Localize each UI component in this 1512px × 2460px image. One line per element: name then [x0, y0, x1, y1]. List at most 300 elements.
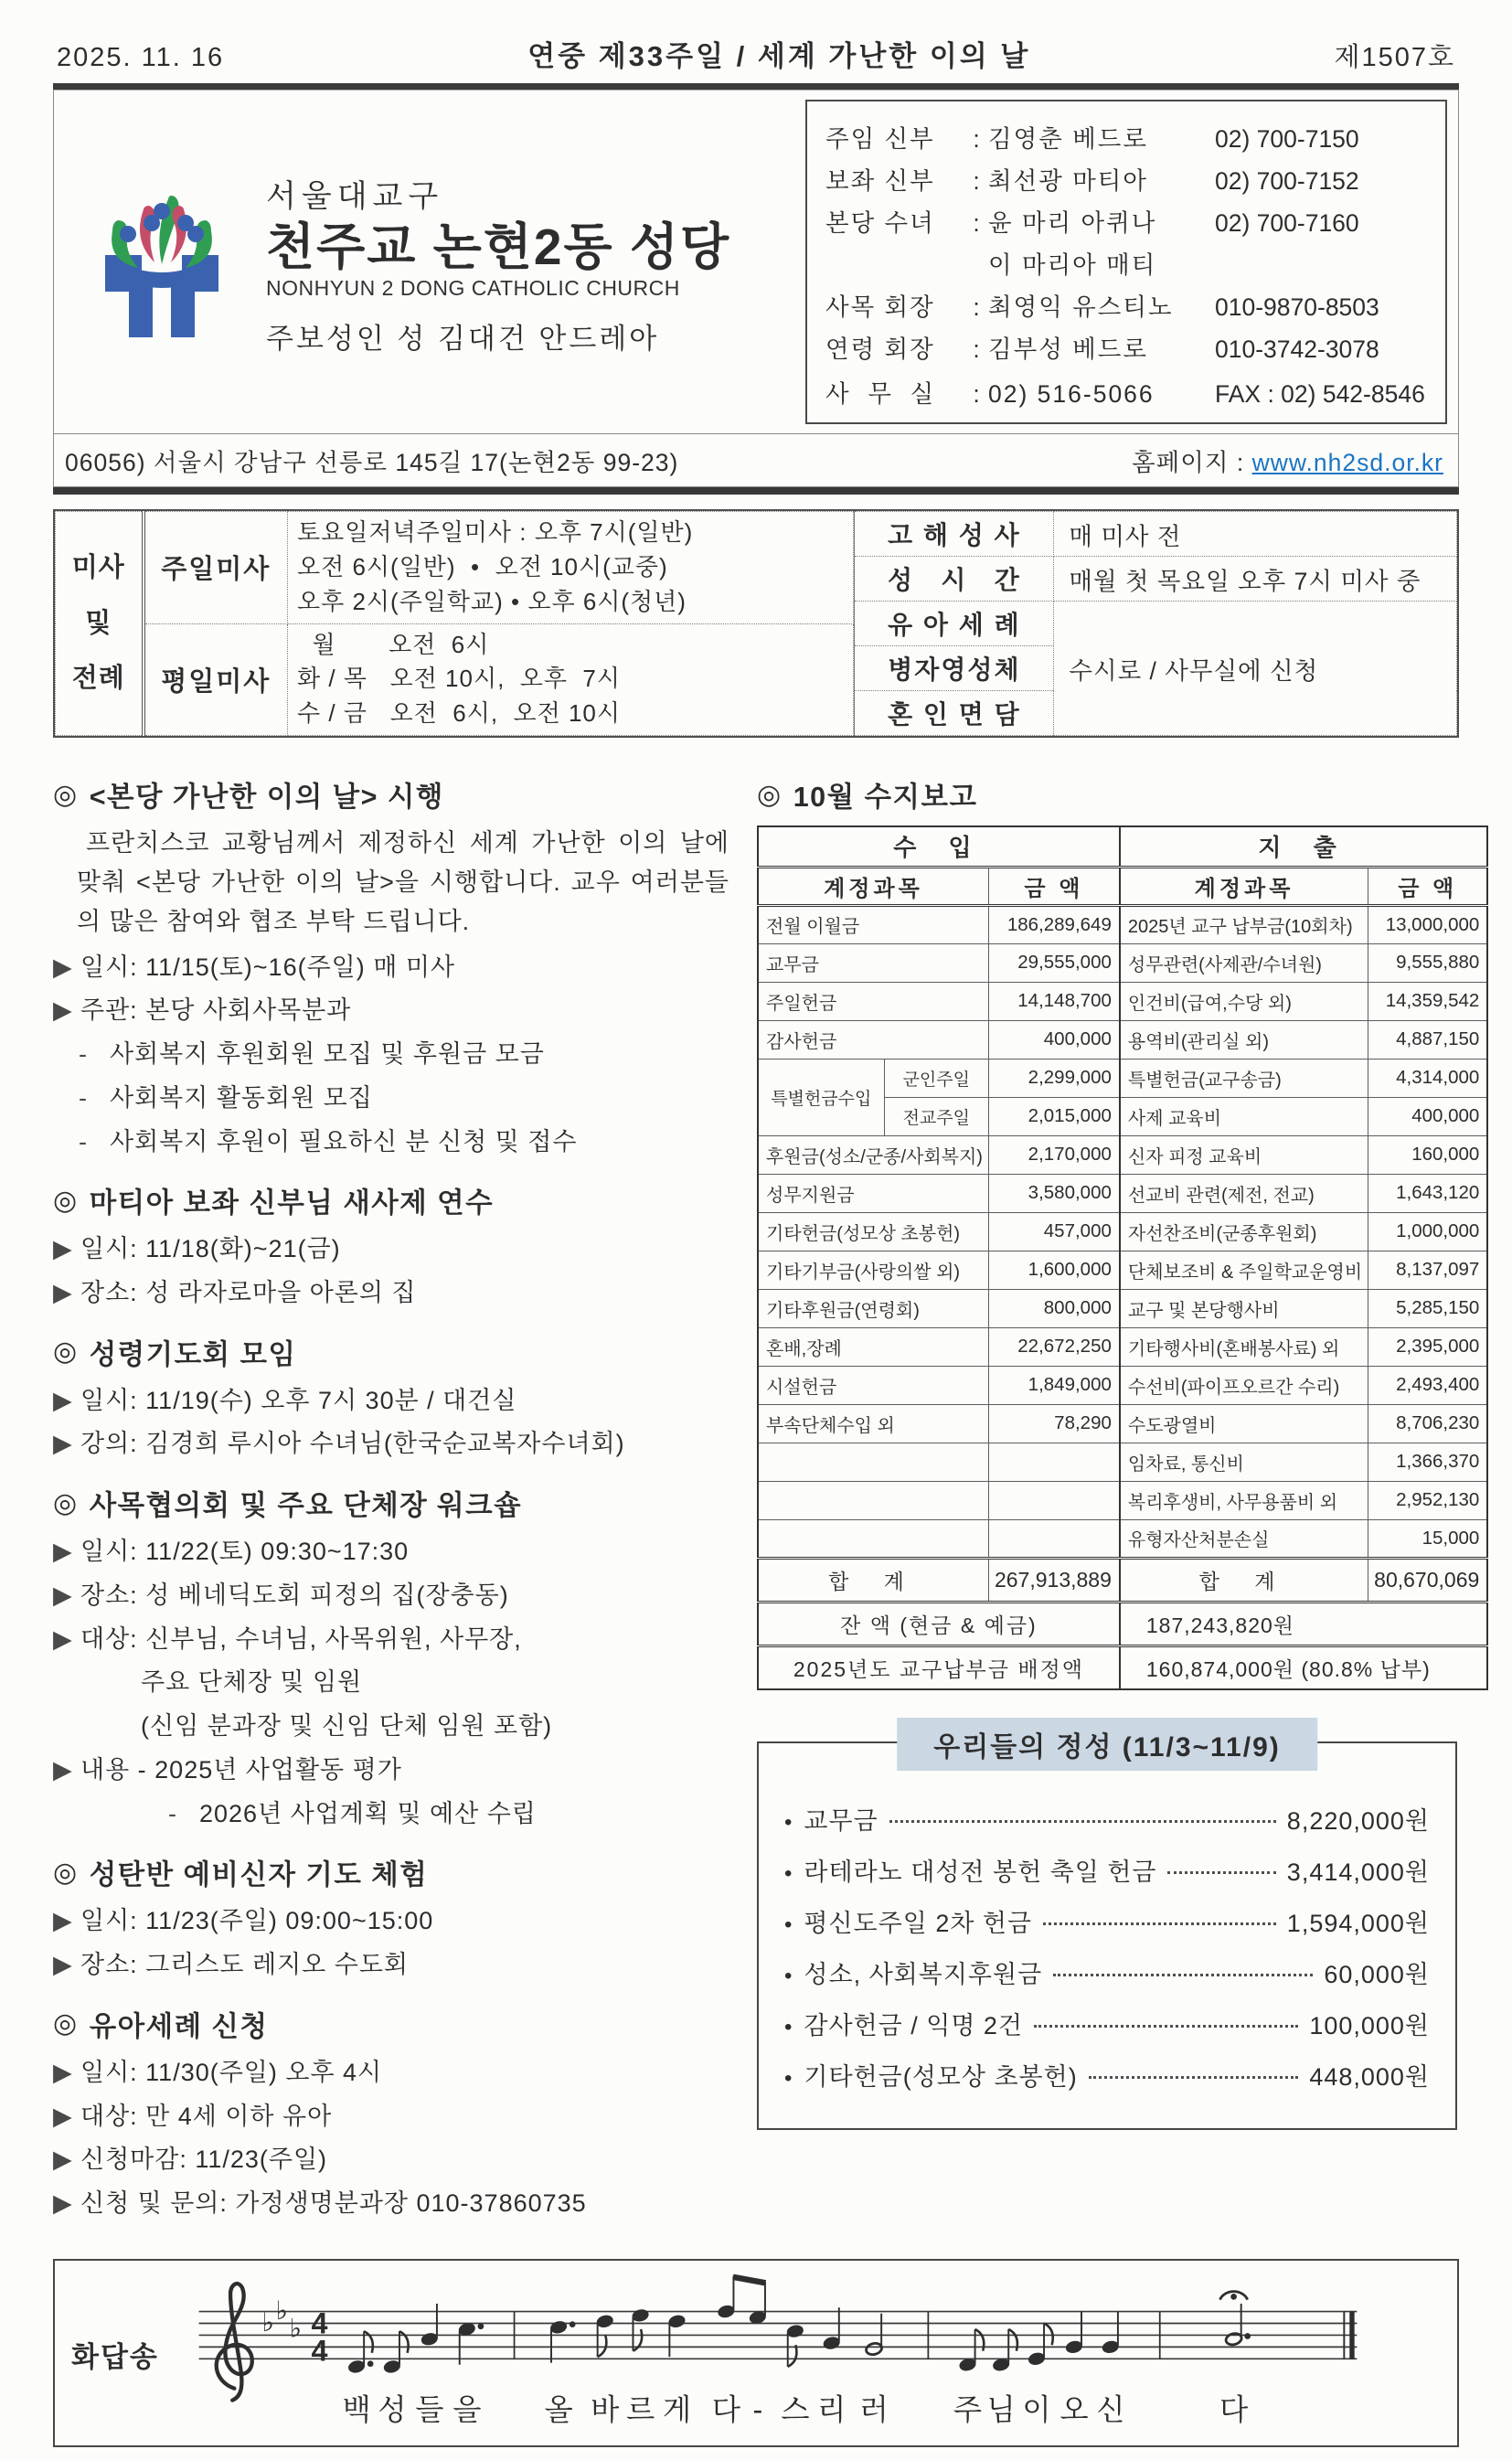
contact-name: 김영춘 베드로: [988, 125, 1148, 153]
finance-row: [758, 1366, 1487, 1404]
offering-amount: 3,414,000원: [1286, 1858, 1430, 1886]
office-label: 사 무 실: [825, 380, 936, 408]
announcement-item-text: 사회복지 활동회원 모집: [110, 1083, 373, 1112]
svg-text:성: 성: [378, 2392, 407, 2426]
offering-item: [784, 2057, 1430, 2093]
patron-saint: 주보성인 성 김대건 안드레아: [266, 323, 660, 356]
announcement-item: [53, 1381, 729, 1422]
contact-row: 사목 회장 : 최영익 유스티노 010-9870-8503: [825, 287, 1427, 323]
announcement-title-text: <본당 가난한 이의 날> 시행: [89, 782, 444, 813]
income-amount: 457,000: [988, 1212, 1119, 1251]
section-bullet-icon: ◎: [53, 1487, 79, 1518]
announcement-title: [53, 774, 729, 815]
income-label: 기타후원금(연령회): [758, 1289, 988, 1327]
offering-label: 평신도주일 2차 헌금: [804, 1910, 1033, 1937]
announcement-item-text: 일시: 11/15(토)~16(주일) 매 미사: [80, 953, 455, 981]
income-amount: 3,580,000: [988, 1174, 1119, 1212]
announcement-item: [53, 1576, 729, 1616]
offering-amount: 1,594,000원: [1286, 1910, 1430, 1937]
contact-role: 본당 수녀: [825, 209, 935, 237]
announcement-item: [53, 2053, 729, 2093]
contact-box: [805, 100, 1447, 424]
announcement-item: [79, 1035, 729, 1075]
svg-text:리: 리: [817, 2392, 847, 2426]
expense-amount: 15,000: [1368, 1519, 1488, 1558]
announcement-item: [53, 1273, 729, 1314]
announcement-item-text: 신청 및 문의: 가정생명분과장 010-37860735: [80, 2188, 587, 2217]
announcement-title-text: 성령기도회 모임: [89, 1338, 297, 1370]
expense-amount: 9,555,880: [1368, 943, 1488, 982]
income-amount: 29,555,000: [988, 943, 1119, 982]
offering-amount: 8,220,000원: [1286, 1807, 1430, 1835]
finance-row: [758, 1289, 1487, 1327]
announcement-title-text: 유아세례 신청: [89, 2010, 269, 2042]
contact-phone: 02) 700-7150: [1215, 125, 1359, 153]
announcement-section: [53, 1180, 729, 1313]
contact-name: 윤 마리 아퀴나: [988, 209, 1157, 237]
income-amount: [988, 1519, 1119, 1558]
expense-amount: 4,314,000: [1368, 1059, 1488, 1097]
contact-row: [825, 245, 1427, 281]
income-amount: 2,170,000: [988, 1135, 1119, 1174]
dotted-leader: [1053, 1974, 1313, 1976]
announcement-item: [53, 2097, 729, 2137]
diocese-name: 서울대교구: [266, 178, 444, 214]
finance-row: [758, 1251, 1487, 1289]
expense-amount: 14,359,542: [1368, 982, 1488, 1020]
expense-amount-header: 금 액: [1368, 867, 1488, 905]
svg-text:다: 다: [1219, 2392, 1249, 2426]
homepage-link[interactable]: www.nh2sd.or.kr: [1251, 449, 1443, 476]
contact-name: 최선광 마티아: [988, 167, 1148, 195]
bullet-icon: •: [784, 2066, 793, 2091]
offering-label: 교무금: [804, 1807, 878, 1835]
announcement-title-text: 성탄반 예비신자 기도 체험: [89, 1859, 429, 1891]
finance-row: [758, 905, 1487, 943]
income-label: 전월 이월금: [758, 905, 988, 943]
finance-row: [758, 1135, 1487, 1174]
income-label: 혼배,장례: [758, 1327, 988, 1366]
holy-hour-label: 성 시 간: [855, 557, 1054, 602]
bullet-icon: •: [784, 1861, 793, 1886]
announcement-item-text: 장소: 그리스도 레지오 수도회: [80, 1951, 409, 1979]
announcement-item-text: 주관: 본당 사회사목분과: [80, 996, 352, 1025]
expense-label: 사제 교육비: [1120, 1097, 1368, 1135]
masthead-rule: [53, 83, 1459, 90]
svg-text:이: 이: [1022, 2392, 1051, 2426]
finance-table: [757, 825, 1488, 1690]
expense-amount: 1,643,120: [1368, 1174, 1488, 1212]
balance-value: 187,243,820원: [1120, 1602, 1487, 1645]
expense-header: 지 출: [1120, 826, 1487, 867]
svg-text:-: -: [752, 2392, 763, 2426]
dotted-leader: [1167, 1871, 1275, 1874]
announcement-paragraph: 프란치스코 교황님께서 제정하신 세계 가난한 이의 날에 맞춰 <본당 가난한 이의 날>을 시행합니다. 교우 여러분들의 많은 참여와 협조 부탁 드립니다.: [77, 829, 729, 936]
contact-row: 주임 신부 : 김영춘 베드로 02) 700-7150: [825, 119, 1427, 154]
expense-label: 복리후생비, 사무용품비 외: [1120, 1481, 1368, 1519]
svg-text:러: 러: [859, 2392, 889, 2426]
section-bullet-icon: ◎: [53, 2008, 79, 2039]
svg-text:스: 스: [781, 2392, 810, 2426]
masthead-issue-number: 제1507호: [1334, 43, 1455, 72]
expense-amount: 13,000,000: [1368, 905, 1488, 943]
masthead: [53, 27, 1459, 83]
dash-marker: -: [79, 1083, 88, 1112]
music-staff: [179, 2268, 1441, 2442]
confession-value: 매 미사 전: [1054, 512, 1457, 557]
expense-amount: 8,706,230: [1368, 1404, 1488, 1443]
finance-row: [758, 1020, 1487, 1059]
announcement-title-text: 마티아 보좌 신부님 새사제 연수: [89, 1187, 495, 1219]
svg-text:오: 오: [1059, 2392, 1089, 2426]
holy-hour-value: 매월 첫 목요일 오후 7시 미사 중: [1054, 557, 1457, 602]
bullet-icon: •: [784, 1964, 793, 1988]
announcement-item-text: 주요 단체장 및 임원: [141, 1668, 363, 1697]
income-amount: 400,000: [988, 1020, 1119, 1059]
arrow-icon: ▶: [53, 2188, 73, 2217]
arrow-icon: ▶: [53, 1278, 73, 1306]
announcement-item-text: 일시: 11/18(화)~21(금): [80, 1235, 341, 1263]
section-bullet-icon: ◎: [53, 779, 79, 810]
arrow-icon: ▶: [53, 953, 73, 981]
income-label: 감사헌금: [758, 1020, 988, 1059]
offerings-title: 우리들의 정성 (11/3~11/9): [897, 1718, 1317, 1771]
expense-label: 임차료, 통신비: [1120, 1443, 1368, 1481]
announcement-section: [53, 2004, 729, 2224]
contact-role: 사목 회장: [825, 293, 935, 321]
expense-amount: 5,285,150: [1368, 1289, 1488, 1327]
contact-phone: 010-3742-3078: [1215, 335, 1379, 363]
homepage: [1132, 442, 1443, 478]
office-phone: 02) 516-5066: [988, 380, 1155, 408]
announcement-item-text: 대상: 신부님, 수녀님, 사목위원, 사무장,: [80, 1624, 522, 1653]
balance-label: 잔 액 (현금 & 예금): [758, 1602, 1120, 1645]
income-label: [758, 1519, 988, 1558]
office-fax: FAX : 02) 542-8546: [1215, 380, 1425, 408]
income-amount: [988, 1443, 1119, 1481]
income-label: 후원금(성소/군종/사회복지): [758, 1135, 988, 1174]
contact-row: 연령 회장 : 김부성 베드로 010-3742-3078: [825, 329, 1427, 365]
arrow-icon: ▶: [53, 1235, 73, 1263]
totals-row: [758, 1558, 1487, 1602]
dash-marker: -: [168, 1799, 177, 1827]
sunday-mass-times: 토요일저녁주일미사 : 오후 7시(일반) 오전 6시(일반) • 오전 10시(교중) 오후 2시(주일학교) • 오후 6시(청년): [288, 512, 854, 624]
arrow-icon: ▶: [53, 1755, 73, 1784]
arrow-icon: ▶: [53, 1430, 73, 1458]
quota-row: [758, 1645, 1487, 1689]
arrow-icon: ▶: [53, 1951, 73, 1979]
masthead-title: 연중 제33주일 / 세계 가난한 이의 날: [527, 40, 1031, 72]
income-amount-header: 금 액: [988, 867, 1119, 905]
income-label: 주일헌금: [758, 982, 988, 1020]
announcement-item: [53, 1620, 729, 1660]
contact-name: 최영익 유스티노: [988, 293, 1174, 321]
announcement-item: [53, 1901, 729, 1942]
offering-item: [784, 2006, 1430, 2041]
arrow-icon: ▶: [53, 1538, 73, 1566]
contact-row: 본당 수녀 : 윤 마리 아퀴나 02) 700-7160: [825, 203, 1427, 239]
expense-label: 기타행사비(혼배봉사료) 외: [1120, 1327, 1368, 1366]
expense-total-label: 합 계: [1120, 1558, 1368, 1602]
expense-amount: 2,952,130: [1368, 1481, 1488, 1519]
svg-text:4: 4: [311, 2334, 328, 2368]
contact-phone: 02) 700-7152: [1215, 167, 1359, 195]
expense-amount: 2,395,000: [1368, 1327, 1488, 1366]
income-header: 수 입: [758, 826, 1120, 867]
finance-row: [758, 1174, 1487, 1212]
infant-baptism-label: 유 아 세 례: [855, 602, 1054, 646]
expense-label: 용역비(관리실 외): [1120, 1020, 1368, 1059]
announcement-item-text: 장소: 성 라자로마을 아론의 집: [80, 1278, 417, 1306]
expense-label: 특별헌금(교구송금): [1120, 1059, 1368, 1097]
arrow-icon: ▶: [53, 996, 73, 1025]
finance-column: [757, 756, 1480, 2233]
income-label: 성무지원금: [758, 1174, 988, 1212]
expense-label: 인건비(급여,수당 외): [1120, 982, 1368, 1020]
church-header-frame: [53, 90, 1459, 487]
income-amount: 1,849,000: [988, 1366, 1119, 1404]
expense-label: 자선찬조비(군종후원회): [1120, 1212, 1368, 1251]
announcement-item: [79, 1079, 729, 1119]
contact-role: 보좌 신부: [825, 167, 935, 195]
income-amount: 2,299,000: [988, 1059, 1119, 1097]
expense-amount: 160,000: [1368, 1135, 1488, 1174]
section-bullet-icon: ◎: [53, 1857, 79, 1888]
expense-label: 선교비 관련(제전, 전교): [1120, 1174, 1368, 1212]
dash-marker: -: [79, 1040, 88, 1069]
svg-text:♭: ♭: [275, 2295, 288, 2325]
announcement-item-text: 사회복지 후원이 필요하신 분 신청 및 접수: [110, 1127, 578, 1155]
announcement-section: [53, 774, 729, 1162]
announcement-item-text: 일시: 11/22(토) 09:30~17:30: [80, 1538, 410, 1566]
expense-label: 수도광열비: [1120, 1404, 1368, 1443]
expense-label: 신자 피정 교육비: [1120, 1135, 1368, 1174]
finance-row: [758, 1519, 1487, 1558]
header-bottom-rule: [53, 487, 1459, 495]
offering-item: [784, 1903, 1430, 1939]
income-total-label: 합 계: [758, 1558, 988, 1602]
income-label: 부속단체수입 외: [758, 1404, 988, 1443]
income-amount: [988, 1481, 1119, 1519]
church-address: 06056) 서울시 강남구 선릉로 145길 17(논현2동 99-23): [65, 449, 679, 476]
finance-row: [758, 1443, 1487, 1481]
svg-text:4: 4: [311, 2306, 328, 2339]
section-bullet-icon: ◎: [53, 1336, 79, 1368]
announcement-item: [53, 1532, 729, 1572]
income-amount: 2,015,000: [988, 1097, 1119, 1135]
announcement-item-text: 장소: 성 베네딕도회 피정의 집(장충동): [80, 1581, 509, 1609]
announcement-item: [141, 1663, 729, 1703]
income-label: 기타기부금(사랑의쌀 외): [758, 1251, 988, 1289]
psalm-label: 화답송: [71, 2341, 159, 2374]
expense-label: 수선비(파이프오르간 수리): [1120, 1366, 1368, 1404]
mass-table-left: [55, 511, 854, 736]
svg-text:♭: ♭: [289, 2314, 302, 2343]
expense-account-header: 계정과목: [1120, 867, 1368, 905]
income-group-label: 특별헌금수입: [758, 1059, 884, 1135]
svg-text:♭: ♭: [261, 2307, 274, 2337]
expense-amount: 4,887,150: [1368, 1020, 1488, 1059]
on-request-value: 수시로 / 사무실에 신청: [1054, 602, 1457, 736]
income-label: 교무금: [758, 943, 988, 982]
offerings-section: [757, 1732, 1457, 2130]
arrow-icon: ▶: [53, 2058, 73, 2086]
announcement-section: [53, 1332, 729, 1464]
announcement-item: [141, 1707, 729, 1747]
expense-amount: 1,000,000: [1368, 1212, 1488, 1251]
announcement-item-text: 사회복지 후원회원 모집 및 후원금 모금: [110, 1040, 545, 1069]
dotted-leader: [1089, 2076, 1299, 2079]
contact-role: 주임 신부: [825, 125, 935, 153]
announcement-item-text: 대상: 만 4세 이하 유아: [80, 2102, 333, 2130]
church-name: 천주교 논현2동 성당: [266, 218, 731, 275]
offering-item: [784, 1852, 1430, 1888]
finance-title: ◎ 10월 수지보고: [757, 779, 978, 813]
sunday-mass-label: 주일미사: [144, 512, 288, 624]
finance-row: [758, 982, 1487, 1020]
contact-role: 연령 회장: [825, 335, 935, 363]
announcement-title: [53, 1852, 729, 1892]
mass-schedule: [53, 509, 1459, 738]
dotted-leader: [1043, 1922, 1276, 1925]
announcement-item: [53, 1751, 729, 1791]
svg-text:들: 들: [415, 2392, 444, 2426]
announcement-item-text: 2026년 사업계획 및 예산 수립: [199, 1799, 537, 1827]
arrow-icon: ▶: [53, 1624, 73, 1653]
announcement-item: [53, 1424, 729, 1464]
income-amount: 78,290: [988, 1404, 1119, 1443]
income-sub-label: 군인주일: [884, 1059, 988, 1097]
arrow-icon: ▶: [53, 2146, 73, 2174]
svg-text:신: 신: [1096, 2392, 1125, 2426]
offering-label: 기타헌금(성모상 초봉헌): [804, 2063, 1078, 2091]
finance-row: [758, 1212, 1487, 1251]
expense-amount: 400,000: [1368, 1097, 1488, 1135]
svg-text:올: 올: [544, 2392, 573, 2426]
dash-marker: -: [79, 1127, 88, 1155]
svg-text:다: 다: [711, 2392, 740, 2426]
contact-name: 김부성 베드로: [988, 335, 1148, 363]
church-name-english: NONHYUN 2 DONG CATHOLIC CHURCH: [266, 276, 680, 301]
expense-amount: 8,137,097: [1368, 1251, 1488, 1289]
announcement-item: [79, 1123, 729, 1163]
expense-label: 교구 및 본당행사비: [1120, 1289, 1368, 1327]
expense-amount: 1,366,370: [1368, 1443, 1488, 1481]
balance-row: [758, 1602, 1487, 1645]
quota-value: 160,874,000원 (80.8% 납부): [1120, 1645, 1487, 1689]
announcement-section: [53, 1852, 729, 1985]
dotted-leader: [889, 1820, 1276, 1823]
announcement-section: [53, 1483, 729, 1834]
psalm-lyrics: [342, 2393, 1249, 2426]
expense-label: 단체보조비 & 주일학교운영비: [1120, 1251, 1368, 1289]
responsorial-psalm-box: [53, 2259, 1459, 2447]
expense-label: 성무관련(사제관/수녀원): [1120, 943, 1368, 982]
income-label: 기타헌금(성모상 초봉헌): [758, 1212, 988, 1251]
announcement-item-text: 내용 - 2025년 사업활동 평가: [80, 1755, 402, 1784]
offering-label: 감사헌금 / 익명 2건: [804, 2012, 1024, 2039]
announcement-title-text: 사목협의회 및 주요 단체장 워크숍: [89, 1490, 523, 1522]
announcement-item: [53, 948, 729, 988]
finance-row: [758, 943, 1487, 982]
contact-phone: 02) 700-7160: [1215, 209, 1359, 237]
income-total: 267,913,889: [988, 1558, 1119, 1602]
weekday-mass-times: 월 오전 6시 화 / 목 오전 10시, 오후 7시 수 / 금 오전 6시, 오전 10시: [288, 623, 854, 736]
church-logo: [85, 184, 239, 345]
income-amount: 186,289,649: [988, 905, 1119, 943]
income-label: [758, 1481, 988, 1519]
offering-label: 성소, 사회복지후원금: [804, 1961, 1043, 1988]
weekday-mass-label: 평일미사: [144, 623, 288, 736]
church-identity: [54, 91, 805, 433]
svg-text:을: 을: [453, 2392, 482, 2426]
svg-text:르: 르: [625, 2392, 655, 2426]
announcement-title: [53, 1180, 729, 1220]
expense-label: 2025년 교구 납부금(10회차): [1120, 905, 1368, 943]
expense-label: 유형자산처분손실: [1120, 1519, 1368, 1558]
announcement-item-text: 일시: 11/30(주일) 오후 4시: [80, 2058, 383, 2086]
finance-row: [758, 1327, 1487, 1366]
svg-text:주: 주: [953, 2392, 983, 2426]
marriage-interview-label: 혼 인 면 담: [855, 691, 1054, 736]
offering-item: [784, 1954, 1430, 1990]
svg-text:님: 님: [986, 2392, 1016, 2426]
arrow-icon: ▶: [53, 1581, 73, 1609]
mass-section-label: 미사 및 전례: [56, 512, 144, 736]
svg-text:바: 바: [591, 2392, 620, 2426]
announcement-item-text: 강의: 김경희 루시아 수녀님(한국순교복자수녀회): [80, 1430, 625, 1458]
time-signature: [311, 2306, 327, 2367]
svg-text:백: 백: [342, 2392, 371, 2426]
announcement-item-text: 신청마감: 11/23(주일): [80, 2146, 328, 2174]
masthead-date: 2025. 11. 16: [57, 43, 225, 72]
finance-row: [758, 1404, 1487, 1443]
expense-amount: 2,493,400: [1368, 1366, 1488, 1404]
announcement-item-text: 일시: 11/19(수) 오후 7시 30분 / 대건실: [80, 1386, 517, 1414]
finance-row: [758, 1481, 1487, 1519]
offering-item: [784, 1801, 1430, 1837]
contact-name: 이 마리아 매티: [988, 251, 1157, 279]
offerings-box: [757, 1741, 1457, 2130]
announcements-column: [53, 756, 729, 2233]
income-label: 시설헌금: [758, 1366, 988, 1404]
income-amount: 14,148,700: [988, 982, 1119, 1020]
arrow-icon: ▶: [53, 1907, 73, 1935]
bullet-icon: •: [784, 2015, 793, 2039]
expense-total: 80,670,069: [1368, 1558, 1488, 1602]
announcement-title: [53, 1332, 729, 1372]
bullet-icon: •: [784, 1810, 793, 1835]
offering-amount: 60,000원: [1324, 1961, 1430, 1988]
announcement-item: [53, 1230, 729, 1270]
offering-amount: 448,000원: [1309, 2063, 1430, 2091]
offering-label: 라테라노 대성전 봉헌 축일 헌금: [804, 1858, 1157, 1886]
section-bullet-icon: ◎: [53, 1185, 79, 1216]
announcement-item: [168, 1794, 729, 1835]
finance-row: [758, 1059, 1487, 1097]
sick-communion-label: 병자영성체: [855, 646, 1054, 691]
announcement-item: [53, 991, 729, 1031]
announcement-title: [53, 2004, 729, 2044]
announcement-item-text: (신임 분과장 및 신임 단체 임원 포함): [141, 1712, 553, 1741]
arrow-icon: ▶: [53, 1386, 73, 1414]
office-line: 사 무 실 : 02) 516-5066 FAX : 02) 542-8546: [825, 374, 1427, 410]
offering-amount: 100,000원: [1309, 2012, 1430, 2039]
dotted-leader: [1034, 2025, 1298, 2028]
treble-clef-icon: [217, 2284, 252, 2400]
bullet-icon: •: [784, 1912, 793, 1937]
income-amount: 22,672,250: [988, 1327, 1119, 1366]
